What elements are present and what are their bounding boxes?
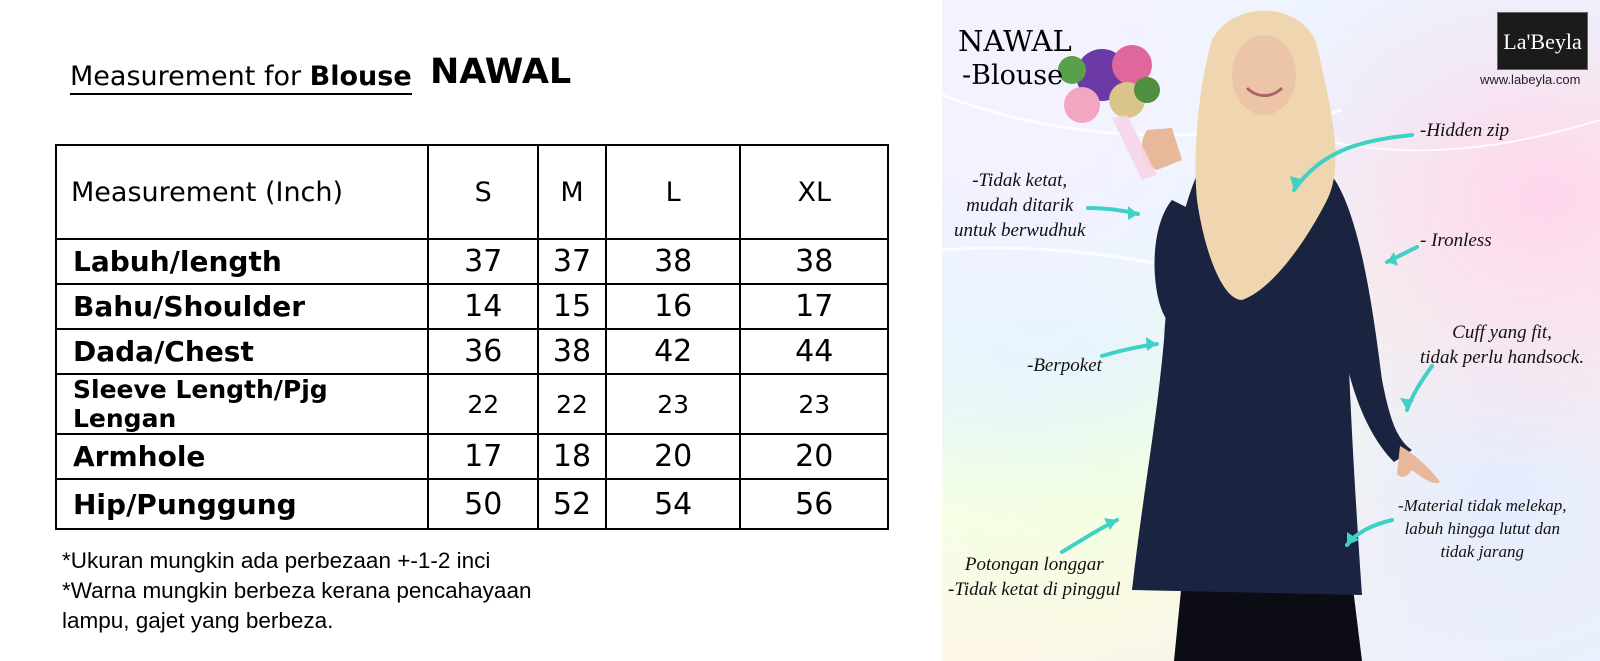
annotation-line: -Material tidak melekap, bbox=[1398, 496, 1567, 515]
cell-value: 23 bbox=[740, 374, 888, 434]
annotation-line: Cuff yang fit, bbox=[1452, 322, 1552, 343]
cell-value: 15 bbox=[538, 284, 606, 329]
cell-value: 44 bbox=[740, 329, 888, 374]
cell-value: 52 bbox=[538, 479, 606, 529]
header-size-s: S bbox=[428, 145, 538, 239]
annotation-potongan bbox=[948, 552, 1121, 602]
annotation-line: -Tidak ketat, bbox=[972, 170, 1068, 191]
cell-value: 42 bbox=[606, 329, 741, 374]
table-row bbox=[56, 479, 888, 529]
brand-website: www.labeyla.com bbox=[1480, 72, 1581, 87]
cell-value: 16 bbox=[606, 284, 741, 329]
table-row bbox=[56, 239, 888, 284]
table-row bbox=[56, 374, 888, 434]
cell-value: 37 bbox=[538, 239, 606, 284]
annotation-ironless: - Ironless bbox=[1420, 230, 1492, 251]
table-row bbox=[56, 434, 888, 479]
row-label: Armhole bbox=[56, 434, 428, 479]
row-label: Bahu/Shoulder bbox=[56, 284, 428, 329]
annotation-tidak-ketat bbox=[954, 168, 1085, 243]
annotation-line: labuh hingga lutut dan bbox=[1404, 519, 1560, 538]
row-label: Sleeve Length/Pjg Lengan bbox=[56, 374, 428, 434]
annotation-line: untuk berwudhuk bbox=[954, 220, 1086, 241]
header-size-l: L bbox=[606, 145, 741, 239]
chart-title-text bbox=[70, 62, 412, 95]
cell-value: 20 bbox=[606, 434, 741, 479]
cell-value: 20 bbox=[740, 434, 888, 479]
annotation-line: mudah ditarik bbox=[966, 195, 1074, 216]
cell-value: 17 bbox=[740, 284, 888, 329]
cell-value: 23 bbox=[606, 374, 741, 434]
annotation-material bbox=[1398, 494, 1567, 563]
annotation-line: tidak perlu handsock. bbox=[1420, 347, 1585, 368]
cell-value: 54 bbox=[606, 479, 741, 529]
cell-value: 37 bbox=[428, 239, 538, 284]
cell-value: 22 bbox=[428, 374, 538, 434]
cell-value: 38 bbox=[538, 329, 606, 374]
annotation-line: tidak jarang bbox=[1440, 542, 1525, 561]
note-line: *Ukuran mungkin ada perbezaan +-1-2 inci bbox=[62, 548, 491, 573]
header-size-xl: XL bbox=[740, 145, 888, 239]
annotation-hidden-zip: -Hidden zip bbox=[1420, 120, 1510, 141]
annotation-line: -Tidak ketat di pinggul bbox=[948, 579, 1121, 600]
product-photo bbox=[942, 0, 1600, 661]
annotation-cuff bbox=[1420, 320, 1584, 370]
header-size-m: M bbox=[538, 145, 606, 239]
disclaimer-notes bbox=[62, 546, 531, 636]
measurement-table bbox=[55, 144, 889, 530]
cell-value: 38 bbox=[606, 239, 741, 284]
title-bold: Blouse bbox=[309, 61, 412, 92]
row-label: Dada/Chest bbox=[56, 329, 428, 374]
cell-value: 50 bbox=[428, 479, 538, 529]
header-label: Measurement (Inch) bbox=[56, 145, 428, 239]
cell-value: 36 bbox=[428, 329, 538, 374]
table-header-row bbox=[56, 145, 888, 239]
row-label: Labuh/length bbox=[56, 239, 428, 284]
annotation-berpoket: -Berpoket bbox=[1027, 355, 1102, 376]
product-name: NAWAL bbox=[430, 52, 572, 92]
brand-logo: La'Beyla bbox=[1497, 12, 1588, 70]
photo-subtitle: -Blouse bbox=[962, 60, 1064, 91]
table-row bbox=[56, 329, 888, 374]
photo-title: NAWAL bbox=[958, 24, 1072, 58]
cell-value: 18 bbox=[538, 434, 606, 479]
cell-value: 14 bbox=[428, 284, 538, 329]
note-line: *Warna mungkin berbeza kerana pencahayaan bbox=[62, 578, 532, 603]
cell-value: 38 bbox=[740, 239, 888, 284]
note-line: lampu, gajet yang berbeza. bbox=[62, 608, 334, 633]
table-row bbox=[56, 284, 888, 329]
cell-value: 56 bbox=[740, 479, 888, 529]
cell-value: 22 bbox=[538, 374, 606, 434]
annotation-line: Potongan longgar bbox=[964, 554, 1104, 575]
row-label: Hip/Punggung bbox=[56, 479, 428, 529]
title-prefix: Measurement for bbox=[70, 61, 310, 92]
cell-value: 17 bbox=[428, 434, 538, 479]
